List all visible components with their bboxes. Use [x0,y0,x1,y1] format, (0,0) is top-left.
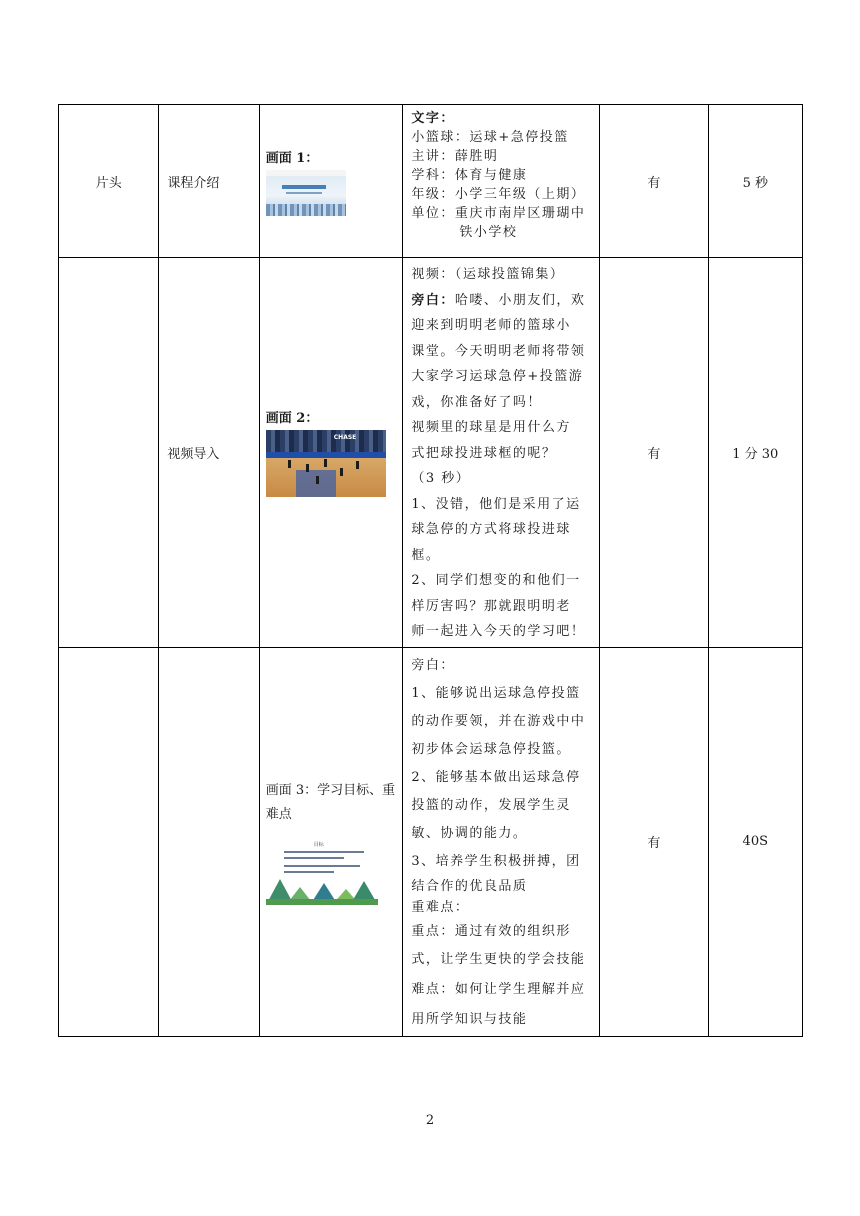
table-row [59,647,803,1036]
text-line: 重难点： [411,899,470,915]
title-slide-thumbnail [266,170,346,216]
has-cell [600,647,708,1036]
text-line: 2、能够基本做出运球急停 [411,769,581,785]
table-row [59,258,803,648]
duration-cell [708,105,802,258]
duration-cell [708,647,802,1036]
has-value: 有 [647,446,661,462]
text-line: 单位：重庆市南岸区珊瑚中 [411,206,586,221]
text-line: 的动作要领，并在游戏中中 [411,713,586,729]
text-line: 式，让学生更快的学会技能 [411,951,586,967]
narration-label: 旁白： [411,292,455,308]
text-line: 视频：（运球投篮锦集） [411,267,565,282]
text-line: 学科：体育与健康 [411,168,528,183]
section-cell [59,258,159,648]
has-cell [600,105,708,258]
text-line: 2、同学们想变的和他们一 [411,573,581,588]
script-text-cell [403,105,600,258]
learning-goals-thumbnail [266,841,378,905]
text-line: 重点：通过有效的组织形 [411,923,571,939]
section-label: 片头 [95,175,122,191]
duration-cell [708,258,802,648]
text-line: 旁白： [411,657,455,673]
thumbnail-sponsor-text: CHASE [333,434,357,442]
screen-cell [259,105,403,258]
text-line: 球急停的方式将球投进球 [411,522,571,537]
module-cell [159,647,259,1036]
text-line: 式把球投进球框的呢？ [411,445,557,461]
duration-value: 40S [742,834,768,849]
module-label: 视频导入 [167,446,220,462]
script-table [58,104,803,1037]
text-line: 课堂。今天明明老师将带领 [411,343,586,359]
text-line: 难点：如何让学生理解并应 [411,981,586,997]
script-text-cell [403,647,600,1036]
text-line: 样厉害吗？那就跟明明老 [411,598,571,614]
module-cell [159,258,259,648]
screen-label: 画面 3：学习目标、重难点 [265,782,396,822]
text-line: 1、没错，他们是采用了运 [411,496,581,512]
has-cell [600,258,708,648]
screen-label: 画面 2： [265,411,319,427]
text-line: 视频里的球星是用什么方 [411,420,571,435]
duration-value: 5 秒 [742,175,768,191]
text-line: 框。 [411,547,441,563]
text-line: 主讲：薛胜明 [411,149,499,164]
module-cell [159,105,259,258]
text-line: 戏，你准备好了吗！ [411,394,542,410]
text-line: 小篮球：运球+急停投篮 [411,130,569,145]
text-line: 1、能够说出运球急停投篮 [411,685,581,701]
text-line: 铁小学校 [459,225,518,240]
text-line: 投篮的动作，发展学生灵 [411,797,571,813]
screen-label: 画面 1： [265,150,319,166]
text-line: 旁白：哈喽、小朋友们，欢 [411,292,586,308]
duration-value: 1 分 30 [732,446,779,462]
text-line: 迎来到明明老师的篮球小 [411,318,571,333]
text-line: 年级：小学三年级（上期） [411,187,586,202]
screen-cell [259,647,403,1036]
text-line: 师一起进入今天的学习吧！ [411,624,586,639]
text-line: 3、培养学生积极拼搏，团 [411,853,581,869]
module-label: 课程介绍 [167,175,220,191]
text-line: 初步体会运球急停投篮。 [411,741,571,757]
script-text-cell [403,258,600,648]
thumbnail-goal-text: 目标 [313,841,324,848]
has-value: 有 [647,175,661,191]
section-cell [59,105,159,258]
text-line: 结合作的优良品质 [411,878,528,894]
basketball-video-thumbnail [266,430,386,497]
section-cell [59,647,159,1036]
text-line: 文字： [411,111,455,126]
text-line: （3 秒） [411,471,471,486]
page-number: 2 [425,1113,435,1128]
has-value: 有 [647,836,661,851]
table-row [59,105,803,258]
screen-cell [259,258,403,648]
text-line: 敏、协调的能力。 [411,825,528,841]
text-line: 大家学习运球急停+投篮游 [411,369,584,384]
text-line: 用所学知识与技能 [411,1011,528,1027]
